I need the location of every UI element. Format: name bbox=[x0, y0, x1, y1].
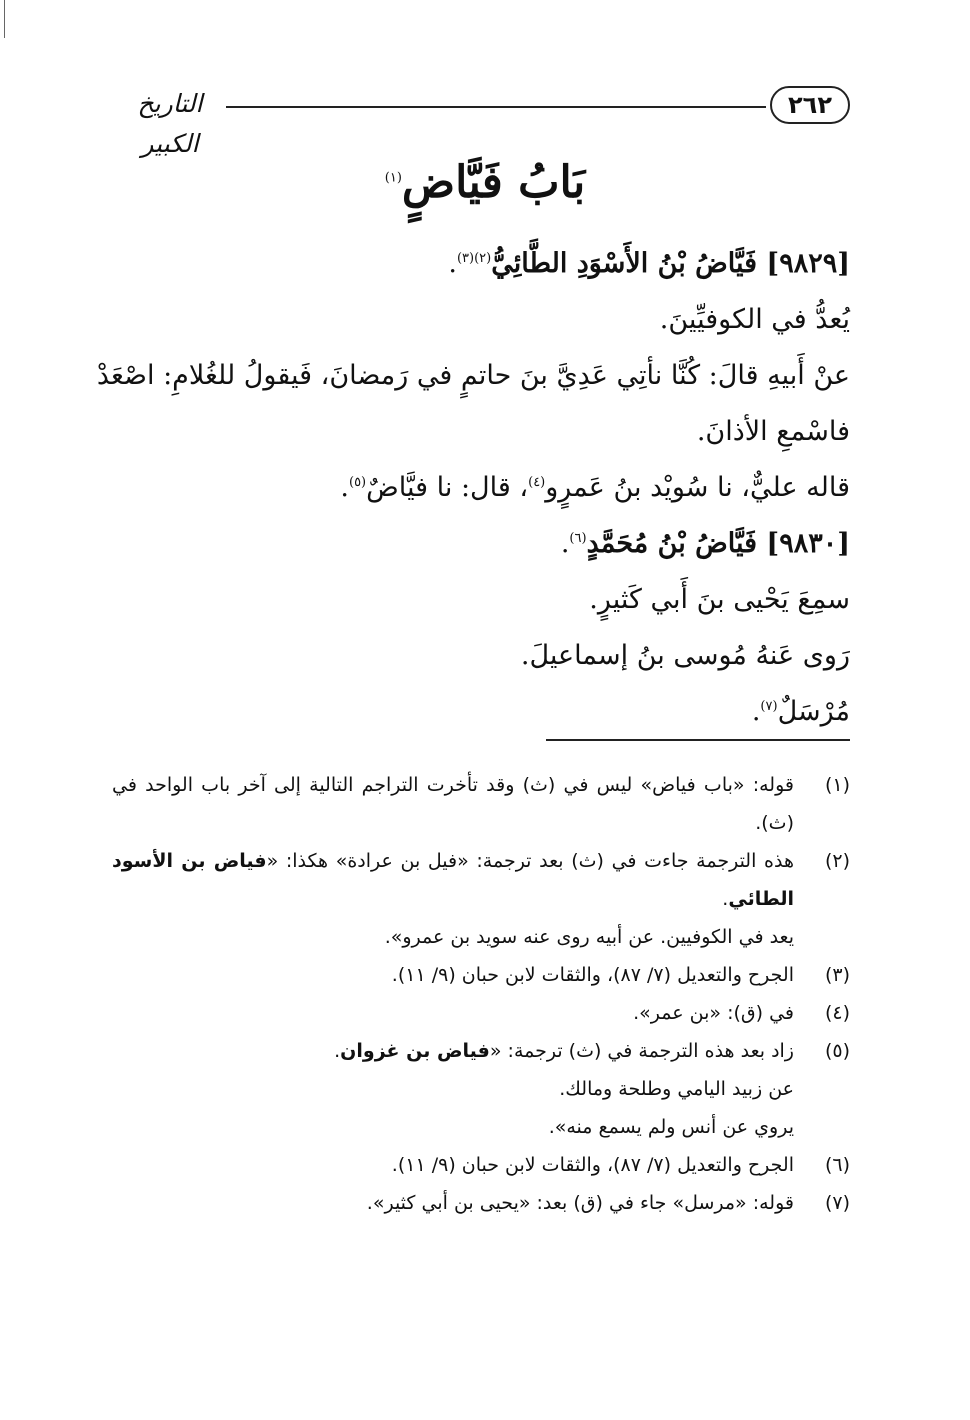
footnote-number: (٥) bbox=[824, 1040, 850, 1062]
footnote-text bbox=[112, 880, 794, 918]
text-span: . bbox=[340, 472, 349, 503]
footnotes bbox=[112, 766, 850, 1222]
footnote bbox=[112, 766, 850, 842]
entry-heading: [٩٨٣٠] فَيَّاضُ بْنُ مُحَمَّدٍ bbox=[586, 528, 850, 559]
page-header bbox=[110, 84, 850, 158]
entry-end: . bbox=[560, 528, 570, 559]
text-line: يُعدُّ في الكوفيِّينَ. bbox=[659, 304, 850, 335]
footnote-ref: (٧) bbox=[760, 699, 778, 714]
header-rule bbox=[226, 106, 766, 108]
chapter-title-text: بَابُ فَيَّاضٍ bbox=[401, 157, 586, 208]
footnote-bold-name: الطائي bbox=[728, 888, 794, 910]
footnote bbox=[112, 1184, 850, 1222]
footnote-separator bbox=[546, 739, 850, 741]
margin-mark bbox=[4, 0, 5, 38]
footnote-text: عن زبيد اليامي وطلحة ومالك. bbox=[559, 1078, 794, 1100]
text-line bbox=[112, 460, 850, 516]
footnote-text-span: . bbox=[722, 888, 729, 910]
footnote bbox=[112, 956, 850, 994]
footnote-text: يعد في الكوفيين. عن أبيه روى عنه سويد بن عمرو». bbox=[384, 926, 794, 948]
footnote-ref: (٢)(٣) bbox=[456, 251, 492, 266]
footnote-number: (٦) bbox=[824, 1154, 850, 1176]
text-span: . bbox=[751, 696, 761, 727]
entry-line bbox=[112, 236, 850, 292]
footnote-ref: (٥) bbox=[348, 475, 367, 490]
text-span: قاله عليٌّ، نا سُويْد بنُ عَمرٍو bbox=[545, 472, 850, 503]
text-line: عنْ أَبيهِ قالَ: كُنَّا نأتِي عَدِيَّ بنَ حاتمٍ في رَمضانَ، فَيقولُ للغُلامِ: اصْعَدْ bbox=[96, 360, 850, 391]
footnote-text: في (ق): «بن عمر». bbox=[633, 1002, 794, 1024]
footnote-text-span: . bbox=[334, 1040, 341, 1062]
footnote-text: قوله: «مرسل» جاء في (ق) بعد: «يحيى بن أبي كثير». bbox=[366, 1192, 794, 1214]
text-line: فاسْمعِ الأذانَ. bbox=[696, 416, 850, 447]
footnote bbox=[112, 1032, 850, 1146]
footnote-text: قوله: «باب فياض» ليس في (ث) وقد تأخرت التراجم التالية إلى آخر باب الواحد في bbox=[112, 774, 794, 796]
text-line bbox=[112, 684, 850, 740]
text-span: ، قال: نا فيَّاضٌ bbox=[366, 472, 529, 503]
footnote-number: (١) bbox=[824, 774, 850, 796]
footnote-ref: (١) bbox=[384, 170, 402, 186]
entry-heading: [٩٨٢٩] فَيَّاضُ بْنُ الأَسْوَدِ الطَّائِيُّ bbox=[491, 248, 850, 279]
footnote-text bbox=[112, 1032, 794, 1070]
footnote-text: يروي عن أنس ولم يسمع منه». bbox=[548, 1116, 794, 1138]
footnote-text: (ث). bbox=[755, 812, 794, 834]
footnote-text: الجرح والتعديل (٧/ ٨٧)، والثقات لابن حبان (٩/ ١١). bbox=[391, 1154, 794, 1176]
footnote-text bbox=[112, 842, 794, 880]
footnote-number: (٢) bbox=[824, 850, 850, 872]
footnote-ref: (٦) bbox=[569, 531, 587, 546]
footnote bbox=[112, 842, 850, 956]
entry-end: . bbox=[448, 248, 457, 279]
footnote-bold-name: فياض بن الأسود bbox=[112, 850, 267, 872]
footnote-bold-name: فياض بن غزوان bbox=[340, 1040, 490, 1062]
running-book-title: التاريخ الكبير bbox=[137, 89, 203, 158]
footnote bbox=[112, 994, 850, 1032]
footnote bbox=[112, 1146, 850, 1184]
footnote-number: (٤) bbox=[824, 1002, 850, 1024]
footnote-number: (٧) bbox=[824, 1192, 850, 1214]
text-span: مُرْسَلٌ bbox=[777, 696, 850, 727]
footnote-text: الجرح والتعديل (٧/ ٨٧)، والثقات لابن حبان (٩/ ١١). bbox=[391, 964, 794, 986]
footnote-text-span: هذه الترجمة جاءت في (ث) بعد ترجمة: «فيل بن عرادة» هكذا: « bbox=[266, 850, 794, 872]
text-line: رَوى عَنهُ مُوسى بنُ إسماعيلَ. bbox=[520, 640, 850, 671]
main-text bbox=[96, 236, 850, 740]
page-number: ٢٦٢ bbox=[770, 86, 850, 124]
entry-line bbox=[112, 516, 850, 572]
footnote-text-span: زاد بعد هذه الترجمة في (ث) ترجمة: « bbox=[489, 1040, 794, 1062]
footnote-number: (٣) bbox=[824, 964, 850, 986]
text-line: سمِعَ يَحْيى بنَ أَبي كَثيرٍ. bbox=[589, 584, 850, 615]
chapter-title bbox=[0, 148, 970, 218]
footnote-ref: (٤) bbox=[528, 475, 546, 490]
